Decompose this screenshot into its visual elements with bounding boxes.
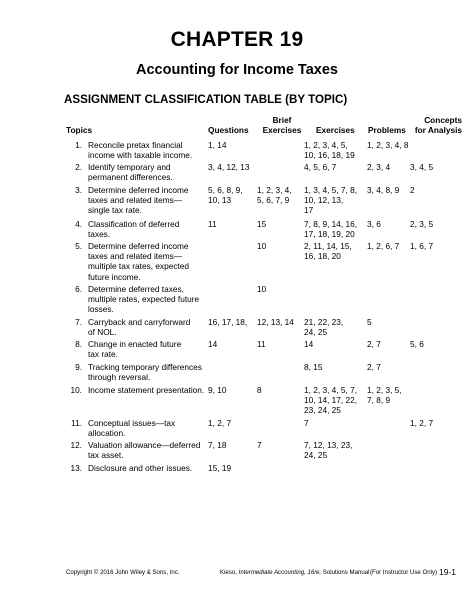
cell-problems (367, 219, 381, 229)
header-brief-exercises (257, 115, 307, 135)
cell-line: 1, 2, 3, 4, 8 (367, 140, 409, 150)
row-number: 4. (75, 219, 82, 229)
chapter-title: CHAPTER 19 (170, 28, 304, 51)
cell-concepts (410, 241, 433, 251)
cell-line: Reconcile pretax financial (88, 140, 183, 150)
footer-instructor-note: (For Instructor Use Only) (370, 569, 438, 576)
cell-line: 2, 3, 4 (367, 162, 391, 172)
cell-line: 15, 19 (208, 463, 232, 473)
cell-line: 1, 2, 3, 4, 5, 7, (304, 385, 358, 395)
cell-line: taxes. (88, 229, 111, 240)
header-exercises: Exercises (316, 125, 355, 135)
cell-exercises (304, 339, 313, 349)
cell-line: 12, 13, 14 (257, 317, 294, 327)
cell-line: 1, 6, 7 (410, 241, 434, 251)
cell-line: 15 (257, 219, 267, 229)
cell-line: allocation. (88, 428, 126, 439)
cell-line: multiple rates, expected future (88, 294, 200, 305)
cell-exercises (304, 418, 309, 428)
header-concepts-for-analysis (408, 115, 462, 135)
cell-line: Income statement presentation. (88, 385, 205, 395)
cell-questions (208, 162, 250, 172)
cell-line: 5, 6, 7, 9 (257, 195, 290, 206)
cell-line: 2, 7 (367, 339, 381, 349)
cell-topic (88, 440, 200, 460)
cell-topic (88, 385, 204, 395)
cell-line: 2, 7 (367, 362, 381, 372)
cell-exercises (304, 185, 357, 216)
cell-questions (208, 185, 243, 205)
cell-line: 16, 17, 18, (208, 317, 248, 327)
cell-line: 10, 16, 18, 19 (304, 150, 355, 161)
cell-topic (88, 284, 199, 315)
cell-questions (208, 219, 217, 229)
cell-topic (88, 219, 179, 239)
footer-book-suffix: Solutions Manual (321, 569, 370, 576)
cell-line: Identify temporary and (88, 162, 171, 172)
cell-line: 1, 3, 4, 5, 7, 8, (304, 185, 358, 195)
cell-exercises (304, 385, 357, 416)
row-number: 13. (70, 463, 82, 473)
cell-line: 10 (257, 284, 267, 294)
cell-line: 8 (257, 385, 262, 395)
row-number: 3. (75, 185, 82, 195)
cell-line: 1, 2, 7 (410, 418, 434, 428)
cell-topic (88, 362, 202, 382)
cell-line: through reversal. (88, 372, 151, 383)
cell-line: 10, 12, 13, (304, 195, 344, 206)
row-number: 11. (71, 418, 82, 428)
row-number: 9. (75, 362, 82, 372)
cell-line: Tracking temporary differences (88, 362, 202, 372)
footer-copyright: Copyright © 2016 John Wiley & Sons, Inc. (66, 569, 180, 576)
cell-line: permanent differences. (88, 172, 173, 183)
row-number: 7. (75, 317, 82, 327)
cell-line: 5, 6, 8, 9, (208, 185, 243, 195)
cell-line: 24, 25 (304, 450, 328, 461)
cell-line: 21, 22, 23, (304, 317, 344, 327)
header-brief-line-1: Brief (272, 115, 292, 125)
cell-problems (367, 140, 409, 150)
cell-line: Change in enacted future (88, 339, 182, 349)
footer-book (220, 569, 370, 576)
cell-exercises (304, 219, 357, 239)
cell-brief (257, 219, 266, 229)
row-number: 1. (75, 140, 82, 150)
cell-exercises (304, 241, 352, 261)
cell-line: 24, 25 (304, 327, 328, 338)
cell-line: 2, 11, 14, 15, (304, 241, 352, 251)
cell-questions (208, 440, 226, 450)
cell-topic (88, 185, 189, 216)
cell-brief (257, 241, 266, 251)
header-problems: Problems (368, 125, 406, 135)
cell-line: 5 (367, 317, 372, 327)
cell-exercises (304, 317, 343, 337)
cell-concepts (410, 219, 433, 229)
cell-problems (367, 185, 399, 195)
row-number: 6. (75, 284, 82, 294)
cell-brief (257, 284, 266, 294)
footer-book-title: Intermediate Accounting, 16/e, (238, 569, 322, 576)
cell-brief (257, 440, 262, 450)
footer-book-prefix: Kieso, (220, 569, 239, 576)
cell-exercises (304, 440, 352, 460)
cell-topic (88, 339, 181, 359)
section-heading: ASSIGNMENT CLASSIFICATION TABLE (BY TOPIC) (64, 93, 348, 106)
cell-line: 11 (208, 219, 217, 229)
cell-line: taxes and related items— (88, 251, 183, 262)
cell-line: Determine deferred income (88, 185, 189, 195)
cell-line: tax asset. (88, 450, 124, 461)
cell-questions (208, 418, 231, 428)
cell-line: Conceptual issues—tax (88, 418, 176, 428)
cell-topic (88, 162, 173, 182)
cell-line: 5, 6 (410, 339, 424, 349)
cell-problems (367, 385, 402, 405)
cell-concepts (410, 162, 433, 172)
cell-problems (367, 339, 381, 349)
cell-line: losses. (88, 304, 114, 315)
header-concepts-line-1: Concepts (424, 115, 462, 125)
cell-line: 4, 5, 6, 7 (304, 162, 337, 172)
cell-brief (257, 185, 292, 205)
cell-line: 8, 15 (304, 362, 323, 372)
cell-line: Carryback and carryforward (88, 317, 191, 327)
cell-topic (88, 463, 192, 473)
cell-topic (88, 241, 189, 282)
cell-line: 2 (410, 185, 415, 195)
cell-questions (208, 317, 247, 327)
cell-questions (208, 385, 226, 395)
header-concepts-line-2: for Analysis (414, 125, 462, 135)
cell-line: 1, 2, 7 (208, 418, 232, 428)
page-number: 19-1 (438, 567, 456, 577)
cell-questions (208, 140, 226, 150)
cell-line: Determine deferred taxes, (88, 284, 184, 294)
cell-brief (257, 339, 266, 349)
header-questions: Questions (208, 125, 249, 135)
chapter-subtitle: Accounting for Income Taxes (136, 62, 338, 78)
cell-line: 11 (257, 339, 266, 349)
cell-problems (367, 317, 372, 327)
cell-brief (257, 385, 262, 395)
cell-line: 1, 2, 3, 5, (367, 385, 402, 395)
cell-line: 7 (257, 440, 262, 450)
cell-line: 7, 8, 9, 14, 16, (304, 219, 358, 229)
cell-line: 10, 13 (208, 195, 232, 206)
row-number: 12. (70, 440, 82, 450)
cell-topic (88, 317, 190, 337)
cell-line: 17 (304, 205, 314, 216)
cell-line: 3, 4, 12, 13 (208, 162, 250, 172)
cell-exercises (304, 162, 336, 172)
cell-topic (88, 140, 192, 160)
cell-topic (88, 418, 175, 438)
cell-line: multiple tax rates, expected (88, 261, 189, 272)
cell-line: of NOL. (88, 327, 117, 338)
cell-line: tax rate. (88, 349, 118, 360)
cell-line: 7 (304, 418, 309, 428)
header-brief-line-2: Exercises (262, 125, 302, 135)
cell-line: 23, 24, 25 (304, 405, 341, 416)
cell-problems (367, 162, 390, 172)
cell-line: future income. (88, 271, 141, 282)
cell-line: 10 (257, 241, 267, 251)
cell-line: Valuation allowance—deferred (88, 440, 201, 450)
cell-line: single tax rate. (88, 205, 142, 216)
cell-line: 17, 18, 19, 20 (304, 229, 355, 240)
cell-questions (208, 339, 217, 349)
cell-line: 3, 4, 5 (410, 162, 434, 172)
row-number: 10. (70, 385, 82, 395)
cell-line: 1, 2, 3, 4, (257, 185, 292, 195)
cell-problems (367, 241, 399, 251)
cell-line: 1, 2, 3, 4, 5, (304, 140, 348, 150)
row-number: 2. (75, 162, 82, 172)
cell-line: 3, 4, 8, 9 (367, 185, 400, 195)
cell-line: income with taxable income. (88, 150, 193, 161)
cell-line: 3, 6 (367, 219, 381, 229)
cell-line: 10, 14, 17, 22, (304, 395, 358, 406)
cell-line: 7, 12, 13, 23, (304, 440, 353, 450)
cell-line: 16, 18, 20 (304, 251, 341, 262)
cell-exercises (304, 362, 322, 372)
row-number: 5. (75, 241, 82, 251)
cell-brief (257, 317, 294, 327)
cell-line: Determine deferred income (88, 241, 189, 251)
cell-line: 14 (304, 339, 314, 349)
cell-line: 14 (208, 339, 218, 349)
cell-exercises (304, 140, 355, 160)
cell-line: 7, 18 (208, 440, 227, 450)
cell-concepts (410, 418, 433, 428)
cell-concepts (410, 339, 424, 349)
cell-line: 7, 8, 9 (367, 395, 391, 406)
cell-line: 9, 10 (208, 385, 227, 395)
cell-line: 1, 2, 6, 7 (367, 241, 400, 251)
cell-line: 2, 3, 5 (410, 219, 434, 229)
cell-problems (367, 362, 381, 372)
cell-line: taxes and related items— (88, 195, 183, 206)
row-number: 8. (75, 339, 82, 349)
cell-line: 1, 14 (208, 140, 227, 150)
cell-line: Disclosure and other issues. (88, 463, 193, 473)
cell-concepts (410, 185, 415, 195)
cell-questions (208, 463, 231, 473)
header-topics: Topics (66, 125, 93, 135)
cell-line: Classification of deferred (88, 219, 180, 229)
